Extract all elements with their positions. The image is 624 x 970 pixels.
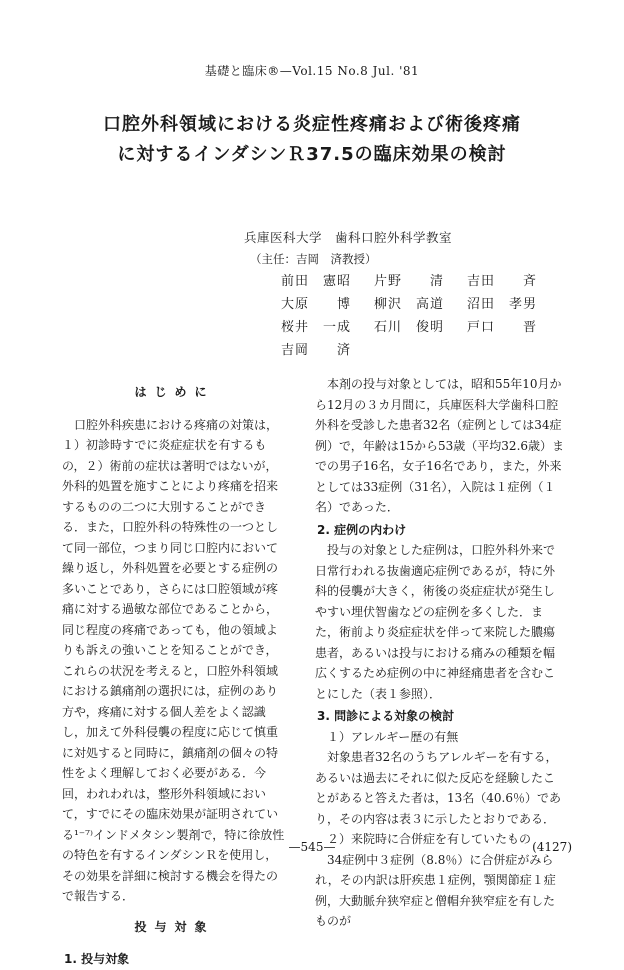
author-row xyxy=(281,270,560,289)
affiliation: 兵庫医科大学 歯科口腔外科学教室 xyxy=(244,230,453,245)
allergy-paragraph: 対象患者32名のうちアレルギーを有する，あるいは過去にそれに似た反応を経験したことがあると答えた者は，13名（40.6％）であり，その内容は表３に示したとおりである． xyxy=(315,750,561,826)
author-name: 桜井 一成 xyxy=(281,320,352,335)
article-title-line-2: に対するインダシンＲ37.5の臨床効果の検討 xyxy=(117,144,507,165)
subjects-paragraph: 本剤の投与対象としては，昭和55年10月から12月の３カ月間に，兵庫医科大学歯科口腔外科を受診した患者32名（症例としては34症例）で，年齢は15から53歳（平均32.6歳）までの男子16名，女子16名であり，また，外来としては33症例（31名），入院は１症例（１名）であった． xyxy=(315,377,565,514)
page-number: —545— xyxy=(288,840,336,854)
author-row xyxy=(281,316,560,335)
list-item-complications: ２）来院時に合併症を有していたもの xyxy=(327,832,532,846)
author-name: 柳沢 高道 xyxy=(374,297,445,312)
author-name: 沼田 孝男 xyxy=(467,297,538,312)
author-name: 片野 清 xyxy=(374,274,445,289)
author-row xyxy=(281,339,374,358)
article-title-line-1: 口腔外科領域における炎症性疼痛および術後疼痛 xyxy=(103,114,521,135)
author-name: 大原 博 xyxy=(281,297,352,312)
intro-paragraph: 口腔外科疾患における疼痛の対策は，１）初診時すでに炎症症状を有するもの，２）術前の症状は著明ではないが，外科的処置を施すことにより疼痛を招来するものの二つに大別することができる．また，口腔外科の特殊性の一つとして同一部位，つまり同じ口腔内において繰り返し，外科処置を必要とする症例の多いことであり，さらには口腔領域が疼痛に対する過敏な部位であることから，同じ程度の疼痛であっても，他の領域よりも訴えの強いことを知ることができ，これらの状況を考えると，口腔外科領域における鎮痛剤の選択には，症例のあり方や，疼痛に対する個人差をよく認識し，加えて外科侵襲の程度に応じて慎重に対処すると同時に，鎮痛剤の個々の特性をよく理解しておく必要がある．今回，われわれは，整形外科領域において，すでにその臨床効果が証明されている¹⁻⁷⁾インドメタシン製剤で，特に徐放性の特色を有するインダシンＲを使用し，その効果を詳細に検討する機会を得たので報告する． xyxy=(62,417,285,903)
left-column xyxy=(62,374,287,970)
journal-header: 基礎と臨床®—Vol.15 No.8 Jul. '81 xyxy=(204,64,420,78)
cases-paragraph: 投与の対象とした症例は，口腔外科外来で日常行われる抜歯適応症例であるが，特に外科的侵襲が大きく，術後の炎症症状が発生しやすい埋伏智歯などの症例を多くした．また，術前より炎症症状を伴って来院した膿瘍患者，あるいは投与における痛みの種類を幅広くするため症例の中に神経痛患者を含むことにした（表１参照）． xyxy=(315,543,556,701)
complications-paragraph: 34症例中３症例（8.8％）に合併症がみられ，その内訳は肝疾患１症例，顎関節症１症例，大動脈弁狭窄症と僧帽弁狭窄症を有したものが xyxy=(315,852,556,928)
section-heading-subjects: 投与対象 xyxy=(134,919,215,934)
supervisor: （主任：吉岡 済教授） xyxy=(250,252,377,266)
author-name: 前田 憲昭 xyxy=(281,274,352,289)
section-heading-introduction: はじめに xyxy=(134,385,215,399)
subheading-subjects: 1. 投与対象 xyxy=(64,952,130,966)
list-item-allergy: １）アレルギー歴の有無 xyxy=(327,729,459,744)
author-name: 吉岡 済 xyxy=(281,343,352,358)
author-name: 吉田 斉 xyxy=(467,274,538,289)
author-row xyxy=(281,293,560,312)
author-name: 戸口 晋 xyxy=(467,320,538,335)
author-name: 石川 俊明 xyxy=(374,320,445,335)
subheading-interview: 3. 問診による対象の検討 xyxy=(317,709,455,723)
page-code: (4127) xyxy=(532,840,572,854)
subheading-cases: 2. 症例の内わけ xyxy=(317,522,407,537)
